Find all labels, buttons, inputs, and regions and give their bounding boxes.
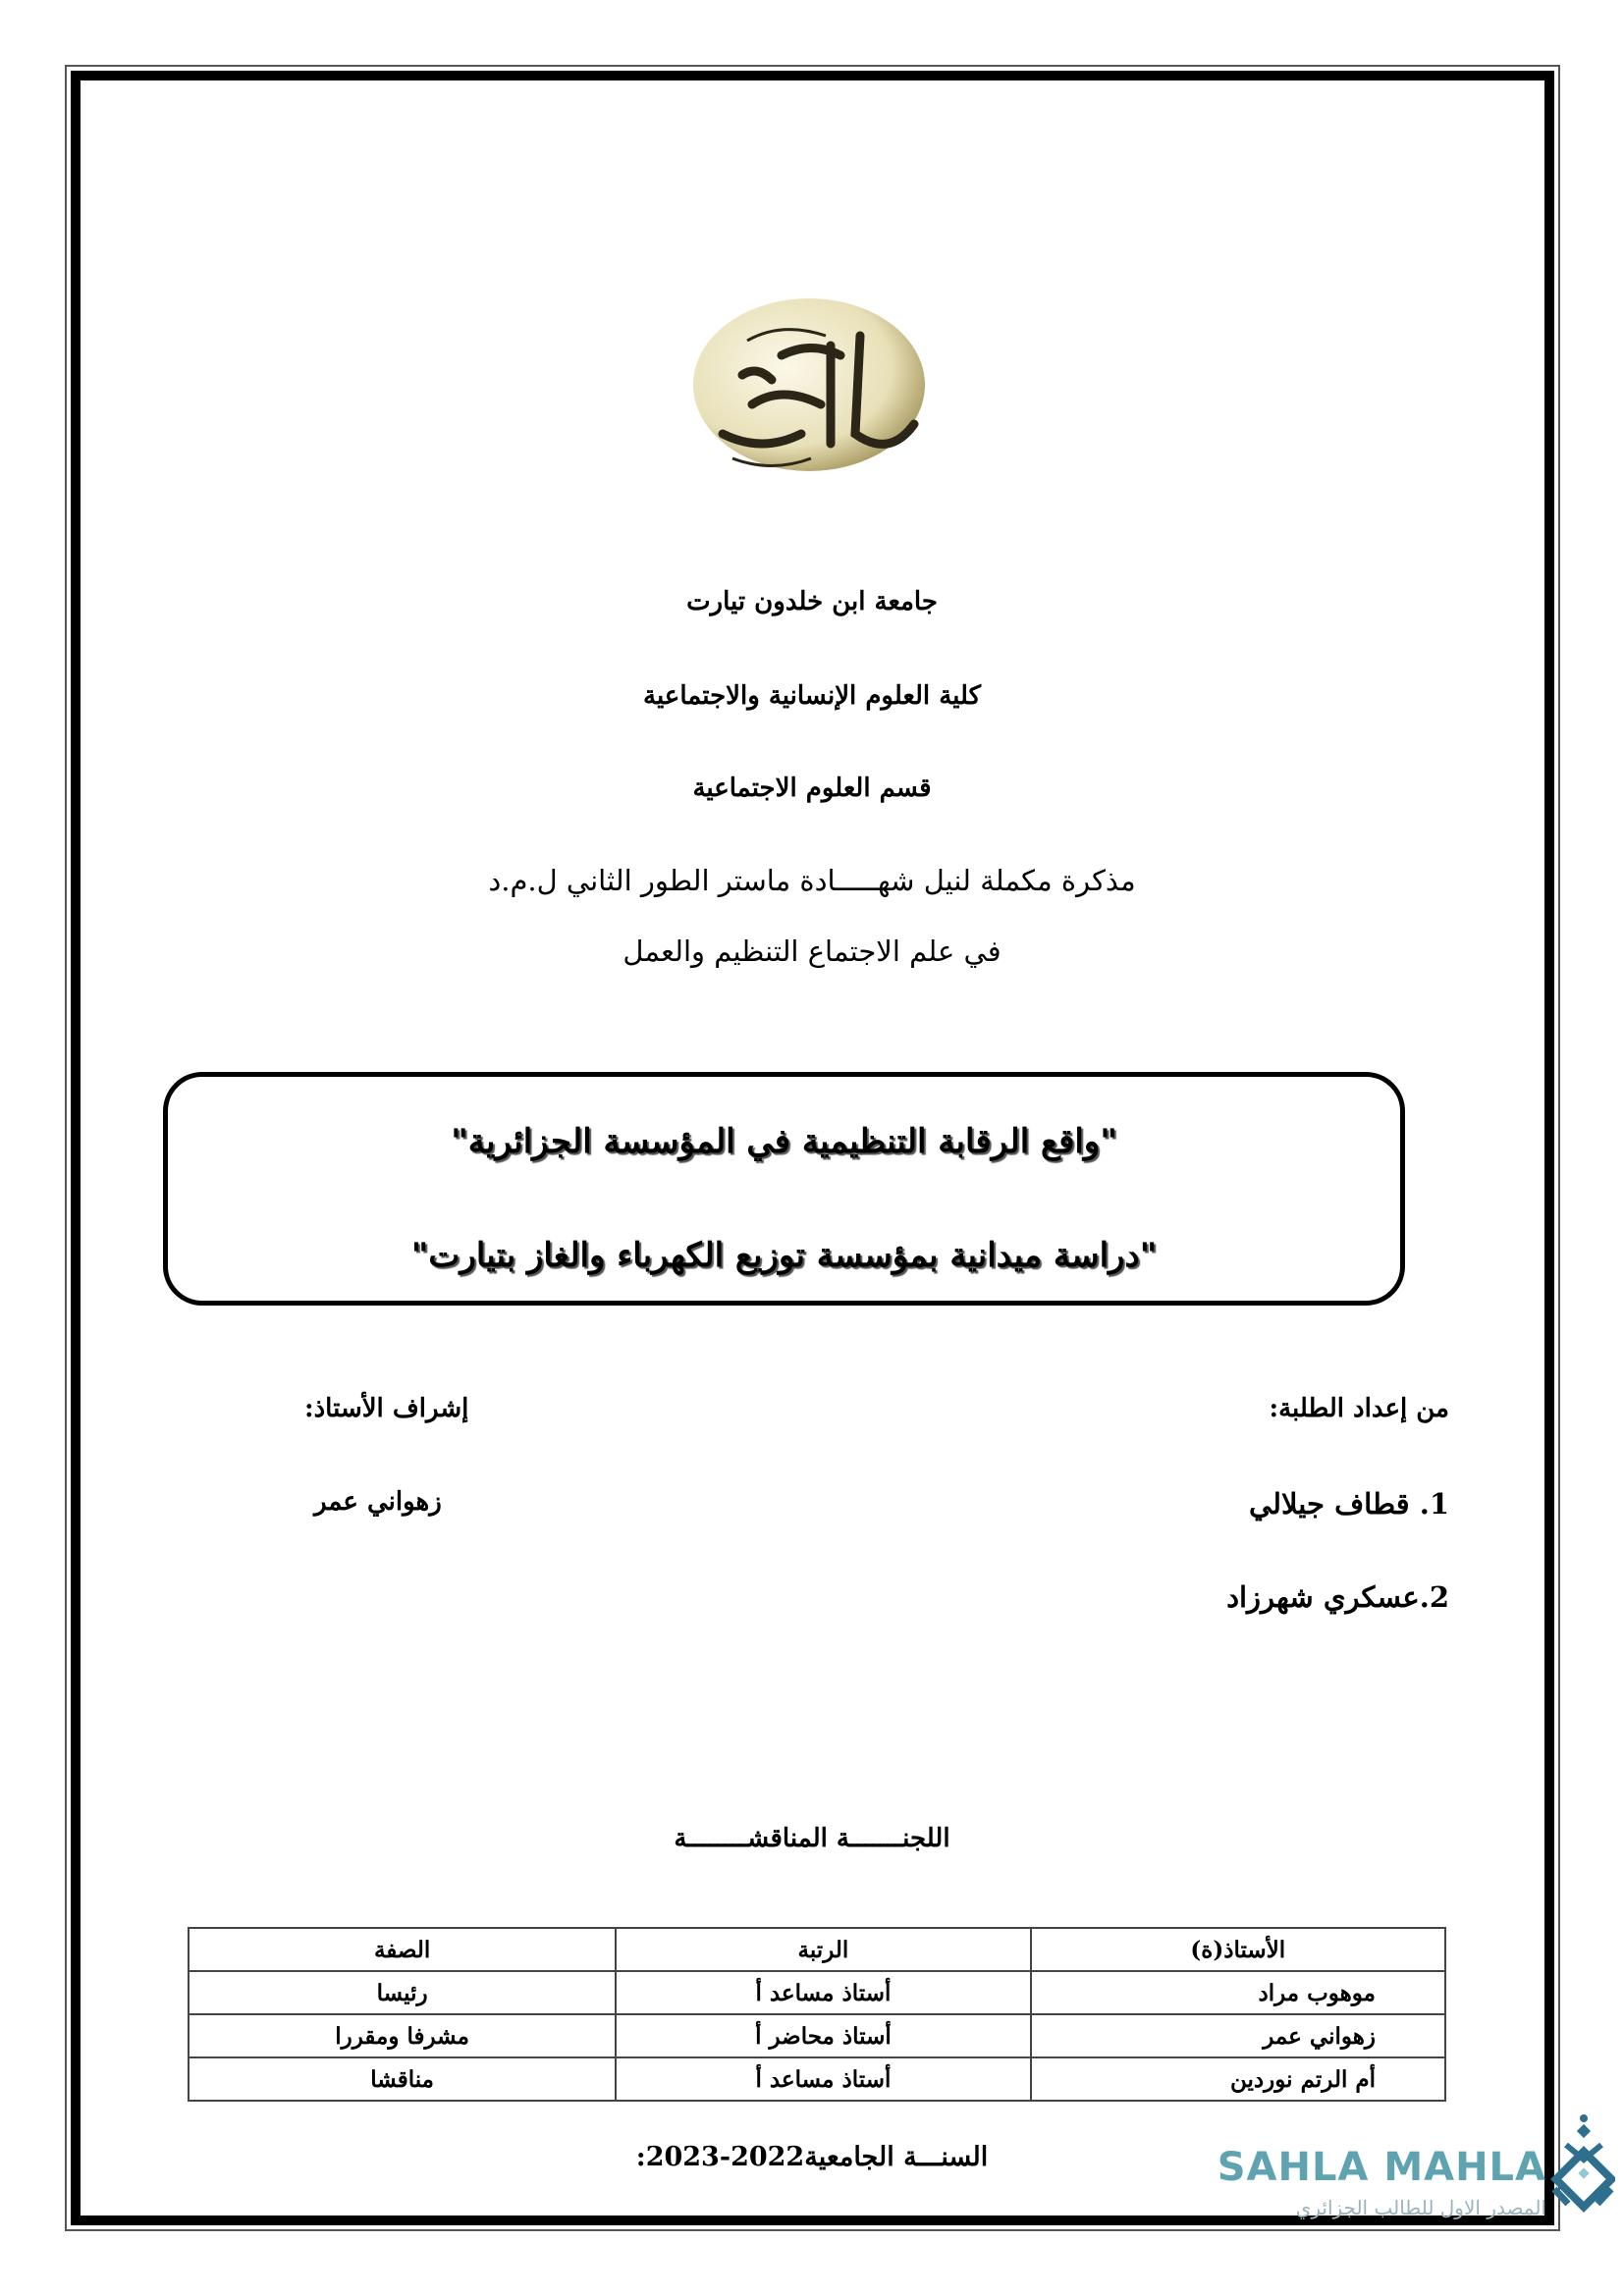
memo-degree-line: مذكرة مكملة لنيل شهـــــادة ماستر الطور الثاني ل.م.د	[488, 864, 1136, 897]
academic-year: السنـــة الجامعية2022-2023:	[635, 2142, 989, 2172]
table-row	[189, 1971, 1445, 2014]
professor-name: أم الرتم نوردين	[1031, 2057, 1445, 2101]
university-name: جامعة ابن خلدون تيارت	[686, 587, 938, 616]
table-header-row	[189, 1928, 1445, 1971]
professor-rank: أستاذ مساعد أ	[616, 1971, 1030, 2014]
table-row	[189, 2057, 1445, 2101]
professor-name: موهوب مراد	[1031, 1971, 1445, 2014]
supervisor-label: إشراف الأستاذ:	[304, 1394, 469, 1423]
faculty-name: كلية العلوم الإنسانية والاجتماعية	[643, 681, 981, 711]
professor-name: زهواني عمر	[1031, 2014, 1445, 2057]
column-header: الرتبة	[616, 1928, 1030, 1971]
professor-role: مشرفا ومقررا	[189, 2014, 616, 2057]
professor-rank: أستاذ مساعد أ	[616, 2057, 1030, 2101]
thesis-subtitle: "دراسة ميدانية بمؤسسة توزيع الكهرباء والغاز بتيارت"	[410, 1236, 1158, 1275]
thesis-title: "واقع الرقابة التنظيمية في المؤسسة الجزائرية"	[451, 1122, 1117, 1161]
thesis-title-box	[163, 1072, 1405, 1306]
watermark-subtitle: المصدر الاول للطالب الجزائري	[1295, 2196, 1546, 2219]
student-name: 2.عسكري شهرزاد	[1226, 1580, 1449, 1614]
committee-title: اللجنـــــــة المناقشــــــــة	[674, 1824, 950, 1853]
sahla-mahla-logo-icon	[1546, 2110, 1615, 2218]
committee-table	[188, 1927, 1446, 2102]
watermark	[1183, 2145, 1596, 2243]
professor-role: مناقشا	[189, 2057, 616, 2101]
memo-specialty-line: في علم الاجتماع التنظيم والعمل	[623, 934, 1001, 968]
watermark-title: SAHLA MAHLA	[1217, 2145, 1546, 2190]
column-header: الأستاذ(ة)	[1031, 1928, 1445, 1971]
university-logo	[664, 287, 958, 483]
department-name: قسم العلوم الاجتماعية	[692, 774, 932, 803]
professor-role: رئيسا	[189, 1971, 616, 2014]
supervisor-name: زهواني عمر	[314, 1487, 442, 1517]
students-label: من إعداد الطلبة:	[1269, 1394, 1449, 1423]
student-name: 1. قطاف جيلالي	[1248, 1487, 1449, 1521]
professor-rank: أستاذ محاضر أ	[616, 2014, 1030, 2057]
table-row	[189, 2014, 1445, 2057]
column-header: الصفة	[189, 1928, 616, 1971]
